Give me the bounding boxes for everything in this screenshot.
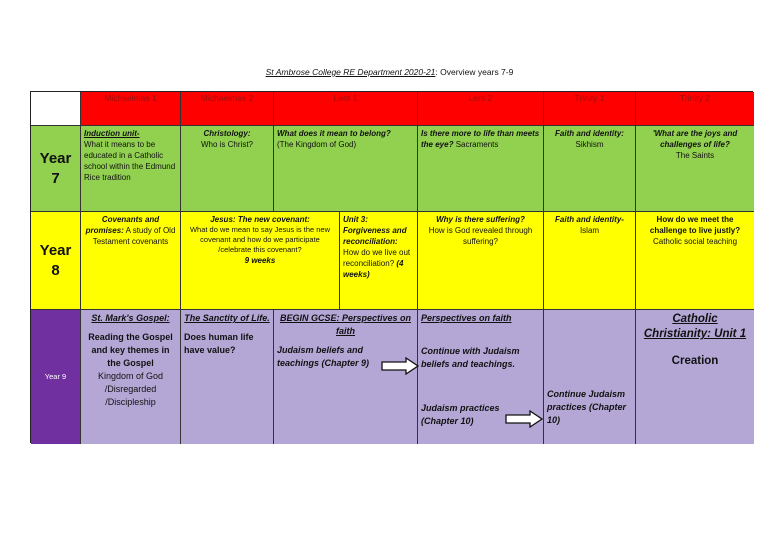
header-michaelmas-2: Michaelmas 2 (181, 92, 274, 126)
year-7-label: Year 7 (31, 126, 81, 212)
y8-trinity-1: Faith and identity- Islam (544, 212, 636, 310)
y9-michaelmas-2: The Sanctity of Life. Does human life have value? (181, 310, 274, 444)
y8-trinity-2: How do we meet the challenge to live justly? Catholic social teaching (636, 212, 754, 310)
y9-trinity-1: Continue Judaism practices (Chapter 10) (544, 310, 636, 444)
y8-lent-2: Why is there suffering? How is God revealed through suffering? (418, 212, 544, 310)
y9-michaelmas-1: St. Mark's Gospel: Reading the Gospel and key themes in the Gospel Kingdom of God /Disregarded /Discipleship (81, 310, 181, 444)
title-suffix: : Overview years 7-9 (435, 67, 514, 77)
header-lent-1: Lent 1 (274, 92, 418, 126)
overview-table (30, 91, 753, 443)
y7-lent-2: Is there more to life than meets the eye? Sacraments (418, 126, 544, 212)
y7-trinity-2: 'What are the joys and challenges of life? The Saints (636, 126, 754, 212)
y9-trinity-2: Catholic Christianity: Unit 1 Creation (636, 310, 754, 444)
header-trinity-1: Trinity 1 (544, 92, 636, 126)
corner-cell (31, 92, 81, 126)
y9-lent-2: Perspectives on faith Continue with Judaism beliefs and teachings. Judaism practices (Chapter 10) (418, 310, 544, 444)
header-lent-2: Lent 2 (418, 92, 544, 126)
y8-michaelmas-2: Jesus: The new covenant: What do we mean to say Jesus is the new covenant and how do we participate /celebrate this covenant? 9 weeks (181, 212, 340, 310)
department-title: St Ambrose College RE Department 2020-21 (265, 67, 436, 77)
y8-michaelmas-1: Covenants and promises: A study of Old Testament covenants (81, 212, 181, 310)
y9-lent-1: BEGIN GCSE: Perspectives on faith Judaism beliefs and teachings (Chapter 9) (274, 310, 418, 444)
right-arrow-icon (505, 410, 543, 428)
year-9-label: Year 9 (31, 310, 81, 444)
document-title (0, 67, 779, 78)
y7-lent-1: What does it mean to belong? (The Kingdom of God) (274, 126, 418, 212)
year-8-label: Year 8 (31, 212, 81, 310)
header-trinity-2: Trinity 2 (636, 92, 754, 126)
y7-michaelmas-1: Induction unit- What it means to be educated in a Catholic school within the Edmund Rice tradition (81, 126, 181, 212)
y7-trinity-1: Faith and identity: Sikhism (544, 126, 636, 212)
y7-michaelmas-2: Christology: Who is Christ? (181, 126, 274, 212)
right-arrow-icon (381, 357, 419, 375)
y8-lent-1: Unit 3: Forgiveness and reconciliation: How do we live out reconciliation? (4 weeks) (340, 212, 418, 310)
header-michaelmas-1: Michaelmas 1 (81, 92, 181, 126)
